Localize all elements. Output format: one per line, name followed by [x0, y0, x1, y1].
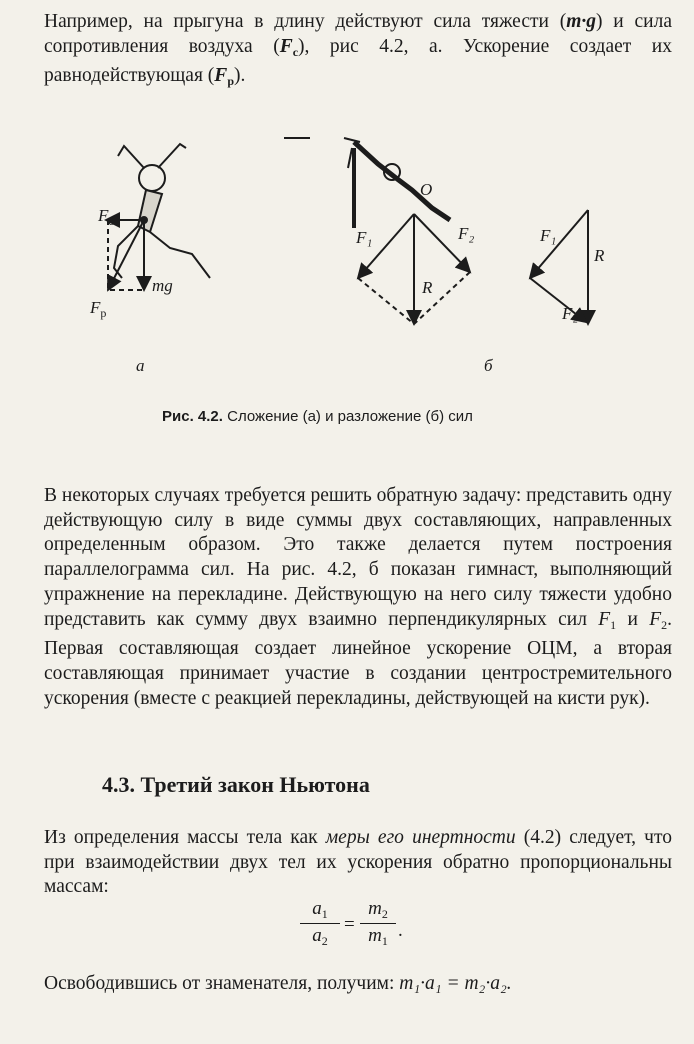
triangle-f1	[530, 210, 588, 278]
caption-letter-b: б	[484, 356, 493, 375]
fraction-a1-a2: $\frac{a_1}{a_2}$	[300, 898, 340, 949]
label-fp: $F_p$	[90, 298, 107, 320]
symbol-f1: $F_1$	[598, 608, 617, 632]
text-run: ) и сила сопротивления воздуха (	[44, 11, 672, 57]
text-run: и	[616, 608, 650, 630]
text-run: . Первая составляющая создает линейное ускорение ОЦМ, а вторая составляющая принимает участие в создании центростремительного ускорения (вместе с реакцией перекладины, действующей на кисти рук).	[44, 608, 673, 709]
label-fc: $F_c$	[98, 206, 114, 228]
momentum-expression: m₁·a₁ = m₂·a₂.	[399, 973, 512, 994]
text-run: Освободившись от знаменателя, получим:	[44, 973, 400, 994]
equals-sign: =	[344, 914, 355, 935]
force-triangle	[530, 210, 588, 324]
arrow-fp	[108, 220, 144, 290]
long-jumper-figure	[114, 144, 210, 278]
acceleration-mass-ratio-formula	[300, 898, 420, 962]
label-mg: mg	[152, 276, 173, 295]
label-f2: F₂	[458, 224, 475, 243]
label-r: R	[422, 278, 433, 297]
paragraph-mass-definition	[44, 826, 672, 900]
symbol-fp: $F_p$	[214, 65, 234, 89]
symbol-mg: m·g	[566, 11, 597, 32]
paragraph-conclusion	[44, 972, 672, 997]
label-f2-triangle: F₂	[562, 304, 579, 323]
label-r-triangle: R	[594, 246, 605, 265]
paragraph-long-jump	[44, 10, 672, 94]
figure-4-2	[40, 128, 680, 388]
text-run: ), рис 4.2, а. Ускорение создает их равнодействующая (	[44, 35, 672, 87]
label-f1-triangle: F₁	[540, 226, 557, 245]
figure-drawing	[40, 128, 680, 388]
text-run: ).	[234, 65, 246, 87]
text-run: Из определения массы тела как	[44, 827, 326, 848]
symbol-fc: $F_c$	[279, 35, 299, 59]
text-run: Например, на прыгуна в длину действуют сила тяжести (	[44, 11, 567, 32]
force-arrows-a	[106, 220, 144, 290]
symbol-f2: $F_2$	[649, 608, 668, 632]
text-run: В некоторых случаях требуется решить обратную задачу: представить одну действующую силу в виде суммы двух составляющих, направленных определенным образом. Это также делается путем построения параллелограмма сил. На рис. 4.2, б показан гимнаст, выполняющий упражнение на перекладине. Действующую на него силу тяжести удобно представить как сумму двух взаимно перпендикулярных сил	[44, 485, 672, 630]
paragraph-decomposition	[44, 484, 672, 711]
emphasis: меры его инертности	[325, 827, 516, 848]
caption-letter-a: а	[136, 356, 145, 375]
label-o: O	[420, 180, 433, 199]
figure-caption: Рис. 4.2. Сложение (а) и разложение (б) сил	[162, 408, 473, 425]
fraction-m2-m1: $\frac{m_2}{m_1}$	[360, 898, 396, 949]
label-f1: F₁	[356, 228, 373, 247]
section-heading: 4.3. Третий закон Ньютона	[102, 772, 370, 797]
text-run: (4.2) следует, что при взаимодействии двух тел их ускорения обратно пропорциональны массам:	[44, 827, 673, 898]
formula-period: .	[398, 920, 403, 941]
force-arrows-b	[358, 214, 470, 324]
